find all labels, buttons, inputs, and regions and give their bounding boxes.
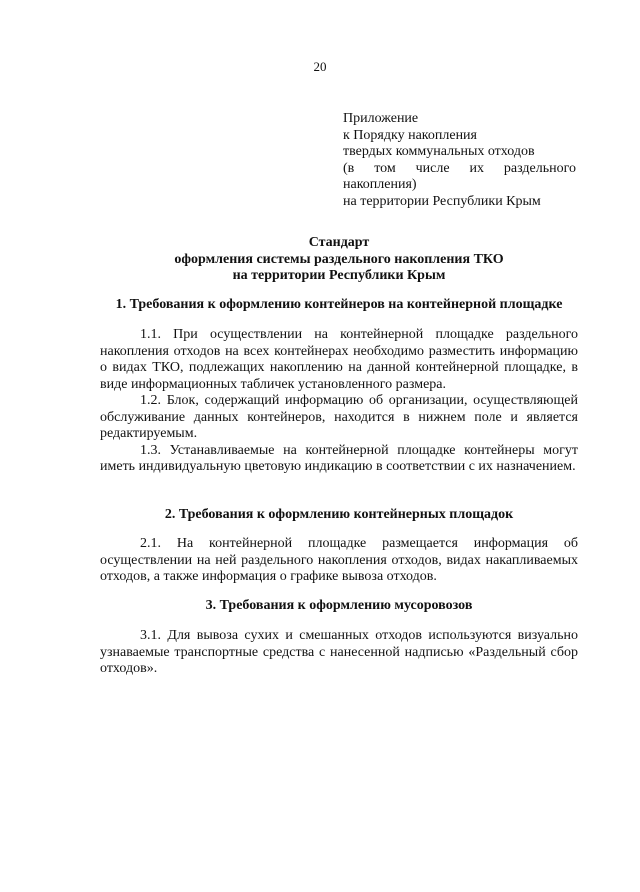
appendix-block bbox=[343, 111, 576, 210]
appendix-line bbox=[343, 161, 576, 178]
title-line: на территории Республики Крым bbox=[232, 268, 446, 283]
appendix-word: числе bbox=[415, 160, 450, 176]
appendix-line: накопления) bbox=[343, 177, 417, 192]
section-body bbox=[100, 536, 578, 586]
appendix-word: (в bbox=[343, 160, 355, 176]
appendix-word: их bbox=[469, 160, 484, 176]
title-line: оформления системы раздельного накопления ТКО bbox=[174, 251, 504, 267]
paragraph: 2.1. На контейнерной площадке размещается информация об осуществлении на ней раздельного накопления отходов, видах накапливаемых отходов, а также информация о графике вывоза отходов. bbox=[100, 536, 578, 584]
section-body bbox=[100, 327, 578, 476]
section-body bbox=[100, 628, 578, 678]
appendix-line: Приложение bbox=[343, 111, 419, 126]
appendix-line: к Порядку накопления bbox=[343, 127, 477, 143]
title-line: Стандарт bbox=[308, 235, 370, 250]
section-heading: 1. Требования к оформлению контейнеров на контейнерной площадке bbox=[115, 297, 563, 312]
section-heading: 2. Требования к оформлению контейнерных площадок bbox=[164, 507, 514, 522]
paragraph: 1.3. Устанавливаемые на контейнерной площадке контейнеры могут иметь индивидуальную цветовую индикацию в соответствии с их назначением. bbox=[100, 442, 578, 474]
paragraph: 1.1. При осуществлении на контейнерной площадке раздельного накопления отходов на всех контейнерах необходимо разместить информацию о видах ТКО, подлежащих накоплению на данной контейнерной площадке, в виде информационных табличек установленного размера. bbox=[100, 327, 578, 392]
appendix-word: том bbox=[374, 160, 396, 176]
paragraph: 1.2. Блок, содержащий информацию об организации, осуществляющей обслуживание данных контейнеров, находится в нижнем поле и является редактируемым. bbox=[100, 393, 578, 441]
document-title bbox=[100, 235, 578, 285]
appendix-word: раздельного bbox=[503, 160, 576, 176]
paragraph: 3.1. Для вывоза сухих и смешанных отходов используются визуально узнаваемые транспортные средства с нанесенной надписью «Раздельный сбор отходов». bbox=[100, 628, 578, 676]
appendix-line: твердых коммунальных отходов bbox=[343, 144, 535, 159]
page-number: 20 bbox=[313, 59, 327, 74]
section-heading: 3. Требования к оформлению мусоровозов bbox=[205, 598, 473, 613]
appendix-line: на территории Республики Крым bbox=[343, 193, 541, 209]
